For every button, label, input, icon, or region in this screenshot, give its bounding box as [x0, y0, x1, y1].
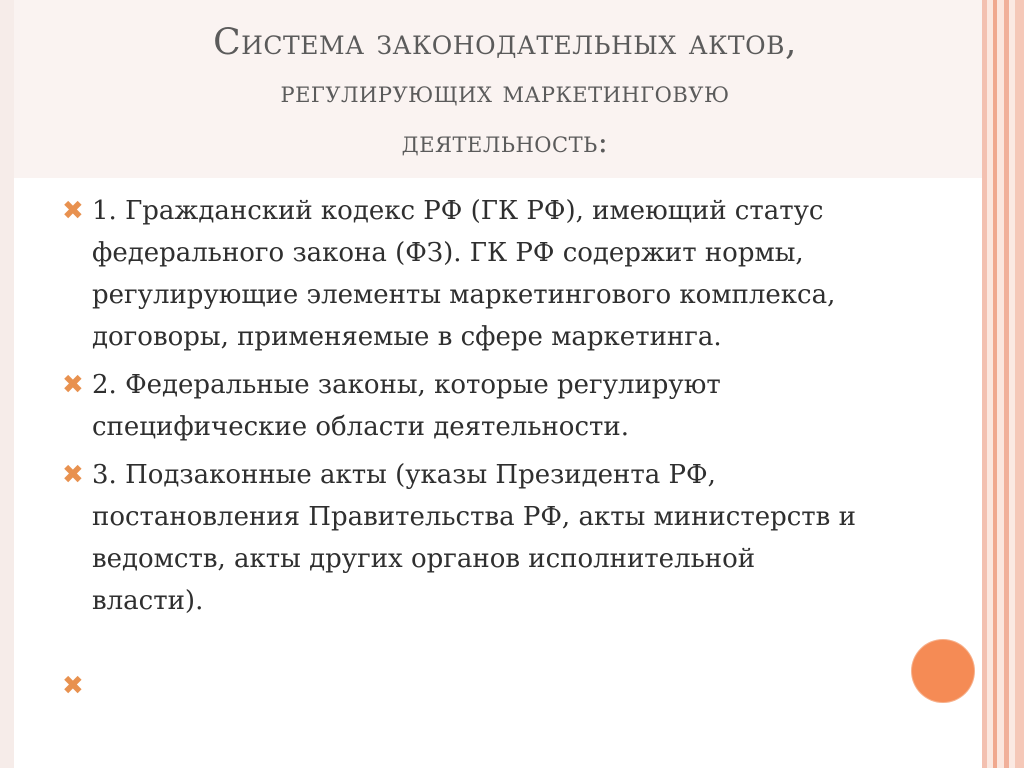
- bullet-x-icon: ✖: [62, 460, 84, 490]
- slide-title: [60, 18, 950, 168]
- bullet-x-icon: ✖: [62, 196, 84, 226]
- stripe: [997, 0, 1004, 768]
- title-line-2: регулирующих маркетинговую: [280, 75, 730, 110]
- bullet-x-icon: ✖: [62, 671, 84, 701]
- bullet-list: [62, 190, 862, 628]
- list-item: [62, 454, 862, 622]
- bullet-x-icon: ✖: [62, 370, 84, 400]
- empty-list-item: [62, 665, 102, 707]
- right-stripes-decoration: [982, 0, 1024, 768]
- list-item: [62, 190, 862, 358]
- left-border-decoration: [0, 0, 14, 768]
- orange-circle-decoration: [912, 640, 974, 702]
- title-line-3: деятельность:: [401, 125, 609, 160]
- list-item-text: 2. Федеральные законы, которые регулируют специфические области деятельности.: [92, 370, 721, 442]
- list-item: [62, 364, 862, 448]
- list-item-text: 1. Гражданский кодекс РФ (ГК РФ), имеющий статус федерального закона (ФЗ). ГК РФ содержит нормы, регулирующие элементы маркетингового комплекса, договоры, применяемые в сфере маркетинга.: [92, 196, 836, 352]
- title-line-1: Система законодательных актов,: [213, 22, 797, 63]
- stripe: [1015, 0, 1024, 768]
- list-item-text: 3. Подзаконные акты (указы Президента РФ, постановления Правительства РФ, акты министерств и ведомств, акты других органов исполнительной власти).: [92, 460, 856, 616]
